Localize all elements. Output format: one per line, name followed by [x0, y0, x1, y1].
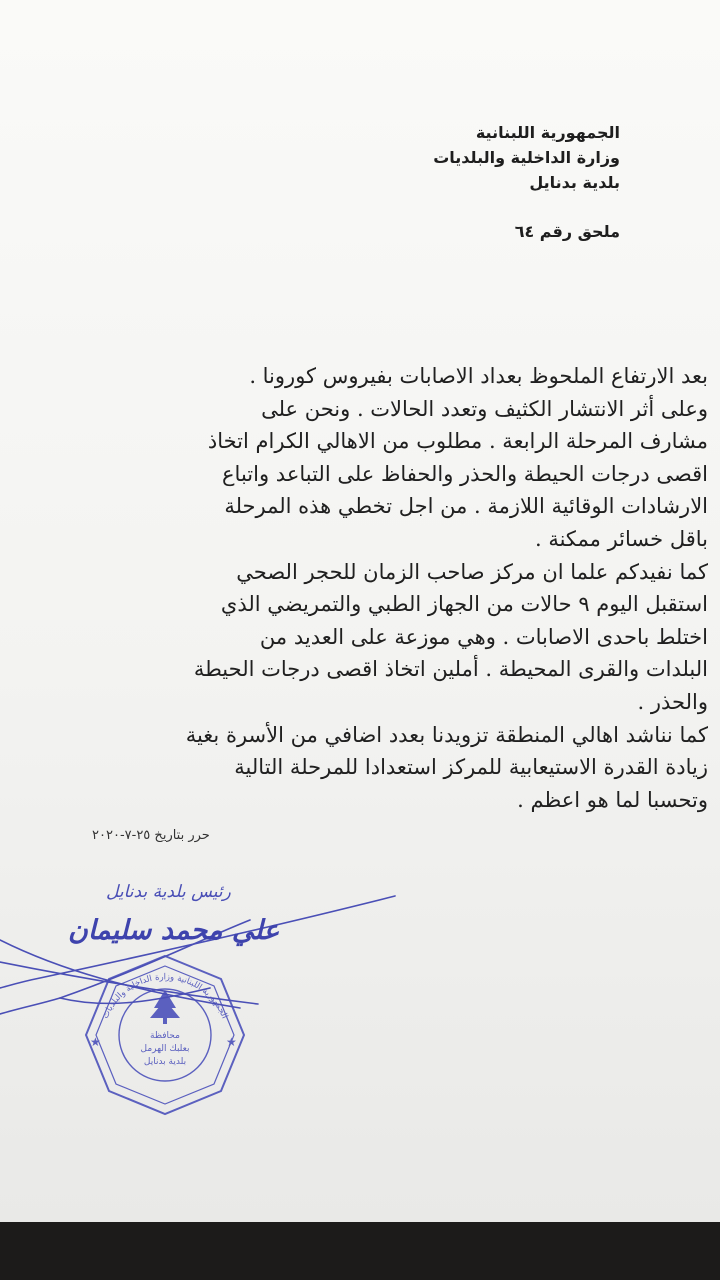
letterhead — [433, 120, 620, 195]
body-line: مشارف المرحلة الرابعة . مطلوب من الاهالي الكرام اتخاذ — [207, 429, 708, 454]
body-line: وعلى أثر الانتشار الكثيف وتعدد الحالات . ونحن على — [261, 396, 708, 421]
body-line: البلدات والقرى المحيطة . أملين اتخاذ اقصى درجات الحيطة — [193, 657, 708, 682]
body-line: باقل خسائر ممكنة . — [534, 526, 708, 551]
body-line: كما نفيدكم علما ان مركز صاحب الزمان للحجر الصحي — [236, 559, 708, 584]
stamp-ring-text: الجمهورية اللبنانية وزارة الداخلية والبلديات — [100, 972, 230, 1021]
annex-number: ملحق رقم ٦٤ — [514, 222, 620, 241]
star-icon: ★ — [226, 1035, 237, 1049]
signature-scribble — [0, 880, 720, 1040]
body-line: كما نناشد اهالي المنطقة تزويدنا بعدد اضافي من الأسرة بغية — [185, 722, 708, 747]
stamp-line: محافظة — [150, 1031, 180, 1041]
body-line: اختلط باحدى الاصابات . وهي موزعة على العديد من — [259, 624, 708, 649]
body-line: زيادة القدرة الاستيعابية للمركز استعدادا للمرحلة التالية — [234, 755, 708, 780]
stamp-line: بلدية بدنايل — [143, 1057, 187, 1067]
ministry-name: وزارة الداخلية والبلديات — [433, 148, 620, 167]
signature-title: رئيس بلدية بدنايل — [106, 882, 231, 902]
issue-date: حرر بتاريخ ٢٥-٧-٢٠٢٠ — [92, 828, 210, 843]
body-line: وتحسبا لما هو اعظم . — [517, 787, 708, 812]
signature-name: علي محمد سليمان — [68, 915, 280, 946]
body-line: استقبل اليوم ٩ حالات من الجهاز الطبي والتمريضي الذي — [220, 592, 708, 617]
body-line: والحذر . — [637, 689, 708, 714]
body-line: الارشادات الوقائية اللازمة . من اجل تخطي هذه المرحلة — [224, 494, 708, 519]
body-line: بعد الارتفاع الملحوظ بعداد الاصابات بفيروس كورونا . — [249, 364, 708, 388]
municipality-name: بلدية بدنايل — [529, 173, 620, 192]
country-name: الجمهورية اللبنانية — [475, 123, 620, 142]
star-icon: ★ — [90, 1035, 101, 1049]
stamp-line: بعلبك الهرمل — [140, 1044, 190, 1054]
body-line: اقصى درجات الحيطة والحذر والحفاظ على التباعد واتباع — [222, 461, 708, 486]
letter-body — [40, 360, 708, 816]
